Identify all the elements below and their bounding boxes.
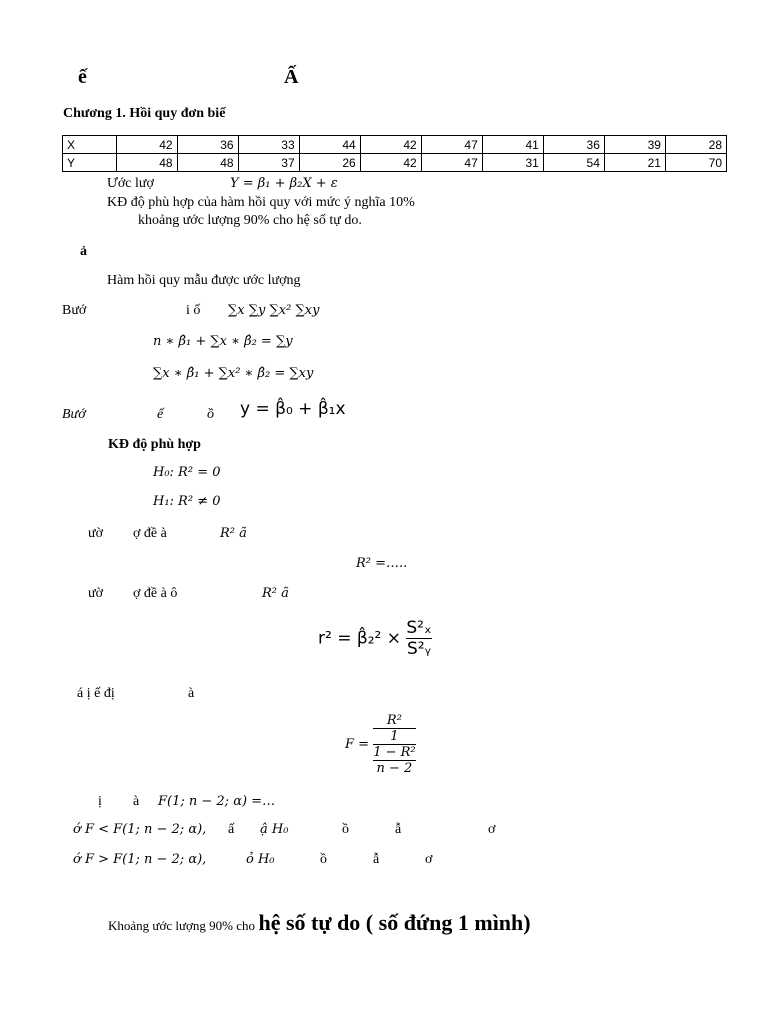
step1-sums: ∑x ∑y ∑x² ∑xy [228,303,320,318]
rule2-c: ồ [320,852,327,867]
rule2-a: ớ F > F(1; n − 2; α), [73,852,207,867]
rule1-a: ớ F < F(1; n − 2; α), [73,822,207,837]
solution-label: ả [80,244,87,259]
critical-value: F(1; n − 2; α) =… [158,794,276,809]
f-n2: 1 − R² [373,745,416,760]
rule1-c: ậ H₀ [260,822,289,837]
f-lhs: F = [345,737,370,752]
rule1-d: ồ [342,822,349,837]
step2-frag2: ồ [207,407,214,422]
cell: 28 [665,136,726,154]
cell: 33 [238,136,299,154]
sy2: S²ᵧ [406,639,431,659]
cell: 39 [604,136,665,154]
case2-frag: ườ [88,586,103,601]
h1: H₁: R² ≠ 0 [153,494,221,509]
rule2-d: ẫ [373,852,380,867]
row-label: Y [63,154,117,172]
kd-heading: KĐ độ phù hợp [108,437,201,452]
cell: 42 [360,154,421,172]
cell: 37 [238,154,299,172]
cell: 42 [116,136,177,154]
rule1-b: ấ [228,822,235,837]
cell: 41 [482,136,543,154]
cell: 36 [177,136,238,154]
cell: 48 [177,154,238,172]
stat-frag: á ị ế đị [77,686,115,701]
step1-label: Bướ [62,303,87,318]
crit-frag: à [133,794,140,809]
f-statistic-formula [345,713,416,776]
data-table [62,135,727,172]
h0: H₀: R² = 0 [153,465,221,480]
table-row [63,154,727,172]
cell: 21 [604,154,665,172]
r2-lhs: r² = β̂₂² × [318,628,401,649]
f-n1: R² [373,713,415,729]
step1-frag: i ố [186,303,201,318]
task-1-text: Ước lượ [107,176,154,191]
cell: 47 [421,154,482,172]
cell: 44 [299,136,360,154]
cell: 31 [482,154,543,172]
title-right: Ấ [284,66,299,88]
stat-frag: à [188,686,195,701]
f-d2: n − 2 [376,761,413,776]
case2-frag: ợ đề à ô [133,586,178,601]
rule2-b: ỏ H₀ [246,852,275,867]
rule1-e: ẫ [395,822,402,837]
cell: 70 [665,154,726,172]
crit-frag: ị [98,794,102,809]
normal-eq-2: ∑x ∗ β̂₁ + ∑x² ∗ β̂₂ = ∑xy [153,366,314,381]
f-d1: 1 [390,729,399,744]
step2-label: Bướ [62,407,86,422]
case2-frag: R² ã [262,586,289,601]
footer-small: Khoảng ước lượng 90% cho [108,918,255,933]
footer-line [108,910,531,936]
step2-frag1: ế [157,407,164,422]
model-label: Hàm hồi quy mẫu được ước lượng [107,273,301,288]
regression-equation: y = β̂₀ + β̂₁x [240,399,346,419]
cell: 26 [299,154,360,172]
row-label: X [63,136,117,154]
footer-big: hệ số tự do ( số đứng 1 mình) [258,910,531,935]
table-row [63,136,727,154]
cell: 54 [543,154,604,172]
case1-frag: ườ [88,526,103,541]
sx2: S²ₓ [406,618,432,638]
cell: 42 [360,136,421,154]
cell: 48 [116,154,177,172]
normal-eq-1: n ∗ β̂₁ + ∑x ∗ β̂₂ = ∑y [153,334,293,349]
task-1-formula: Y = β₁ + β₂X + ε [230,176,338,191]
rule2-e: ơ [425,852,433,867]
case1-frag: ợ đề à [133,526,167,541]
r2-result: R² =….. [356,556,408,571]
title-left: ế [78,66,87,88]
case1-frag: R² ã [220,526,247,541]
cell: 36 [543,136,604,154]
task-2: KĐ độ phù hợp của hàm hồi quy với mức ý nghĩa 10% [107,195,415,210]
r2-formula [318,618,432,659]
chapter-heading: Chương 1. Hồi quy đơn biế [63,106,226,121]
cell: 47 [421,136,482,154]
rule1-f: ơ [488,822,496,837]
task-3: khoảng ước lượng 90% cho hệ số tự do. [138,213,362,228]
